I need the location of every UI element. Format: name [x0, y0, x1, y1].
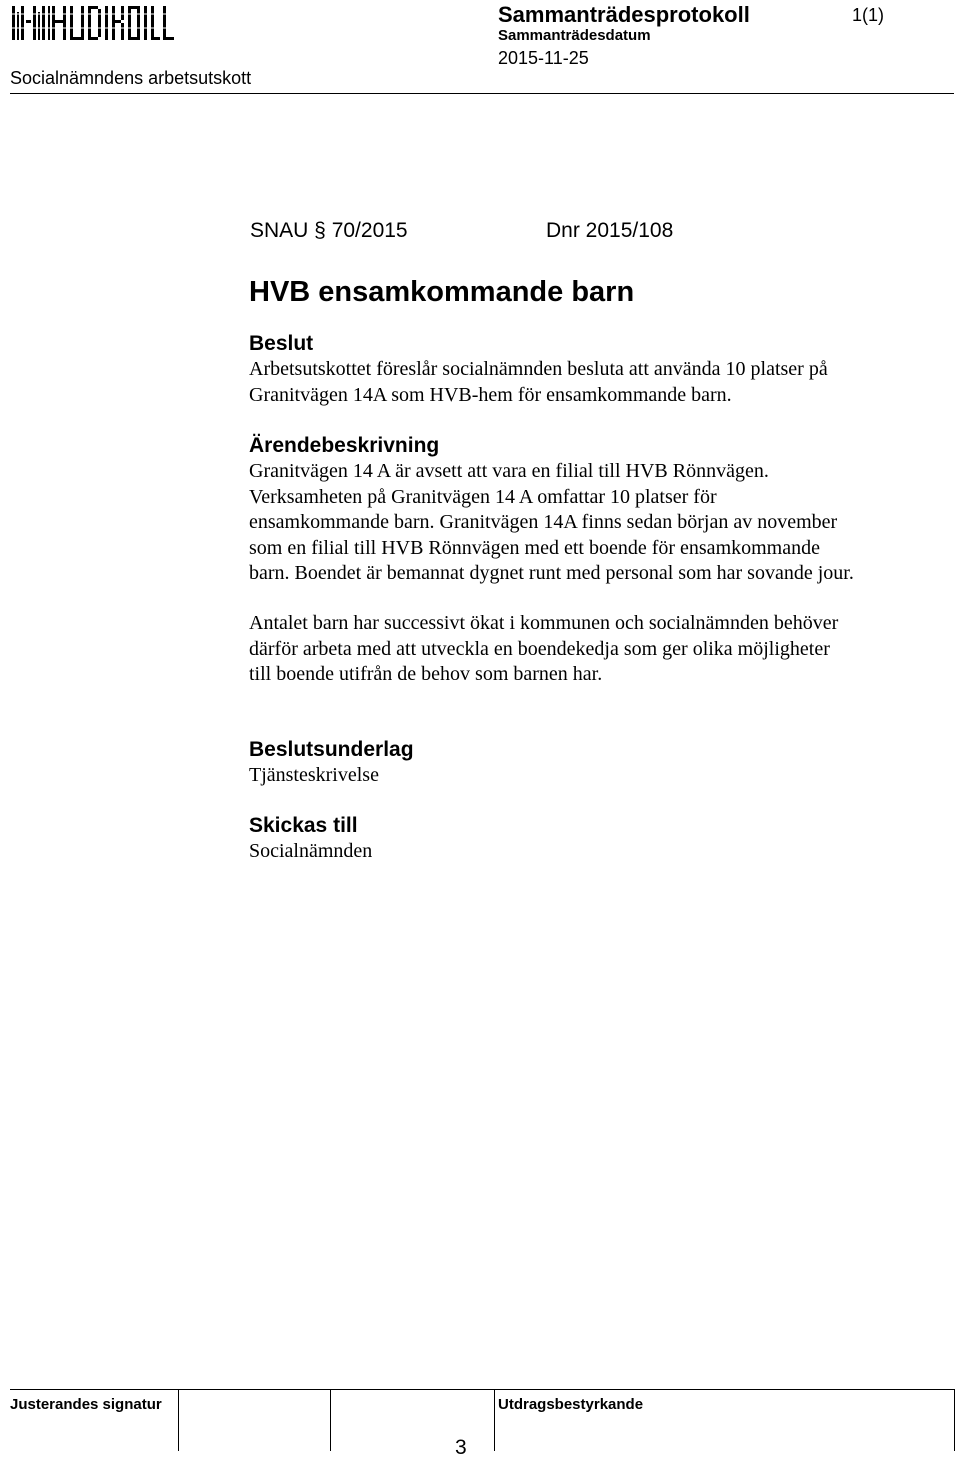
document-type-title: Sammanträdesprotokoll: [498, 2, 750, 27]
decision-line: Arbetsutskottet föreslår socialnämnden besluta att använda 10 platser på: [249, 358, 828, 380]
municipality-logo: [10, 2, 178, 42]
decision-line: Granitvägen 14A som HVB-hem för ensamkommande barn.: [249, 383, 732, 406]
description-heading: Ärendebeskrivning: [249, 434, 440, 457]
description-line: barn. Boendet är bemannat dygnet runt med personal som har sovande jour.: [249, 562, 854, 585]
item-reference: SNAU § 70/2015: [250, 219, 408, 242]
description-line: Granitvägen 14 A är avsett att vara en filial till HVB Rönnvägen.: [249, 460, 769, 482]
basis-heading: Beslutsunderlag: [249, 738, 414, 761]
page-number: 3: [455, 1436, 467, 1459]
meeting-date: 2015-11-25: [498, 48, 589, 68]
description-line: ensamkommande barn. Granitvägen 14A finns sedan början av november: [249, 511, 838, 534]
description-paragraph-2: [249, 611, 929, 688]
description-line: till boende utifrån de behov som barnen har.: [249, 663, 603, 686]
decision-text: [249, 357, 929, 408]
signature-box-divider: [330, 1389, 331, 1451]
decision-heading: Beslut: [249, 332, 314, 355]
description-line: som en filial till HVB Rönnvägen med ett boende för ensamkommande: [249, 536, 820, 559]
extract-certification-label: Utdragsbestyrkande: [498, 1396, 644, 1413]
signature-box-divider: [494, 1389, 495, 1451]
description-paragraph-1: [249, 459, 929, 587]
basis-text: Tjänsteskrivelse: [249, 764, 379, 786]
signature-box-divider: [178, 1389, 179, 1451]
organization-name: Socialnämndens arbetsutskott: [10, 68, 252, 88]
diary-number: Dnr 2015/108: [546, 219, 674, 242]
description-line: Antalet barn har successivt ökat i kommunen och socialnämnden behöver: [249, 612, 839, 634]
send-to-heading: Skickas till: [249, 814, 358, 837]
item-title: HVB ensamkommande barn: [249, 276, 635, 308]
header-divider: [10, 93, 954, 94]
meeting-date-label: Sammanträdesdatum: [498, 27, 651, 44]
description-line: därför arbeta med att utveckla en boendekedja som ger olika möjligheter: [249, 637, 830, 660]
signature-box-divider: [954, 1389, 955, 1451]
send-to-text: Socialnämnden: [249, 840, 373, 862]
signature-label: Justerandes signatur: [10, 1396, 162, 1413]
page-indicator: 1(1): [852, 5, 885, 25]
description-line: Verksamheten på Granitvägen 14 A omfattar 10 platser för: [249, 485, 717, 508]
footer-divider: [10, 1389, 954, 1390]
